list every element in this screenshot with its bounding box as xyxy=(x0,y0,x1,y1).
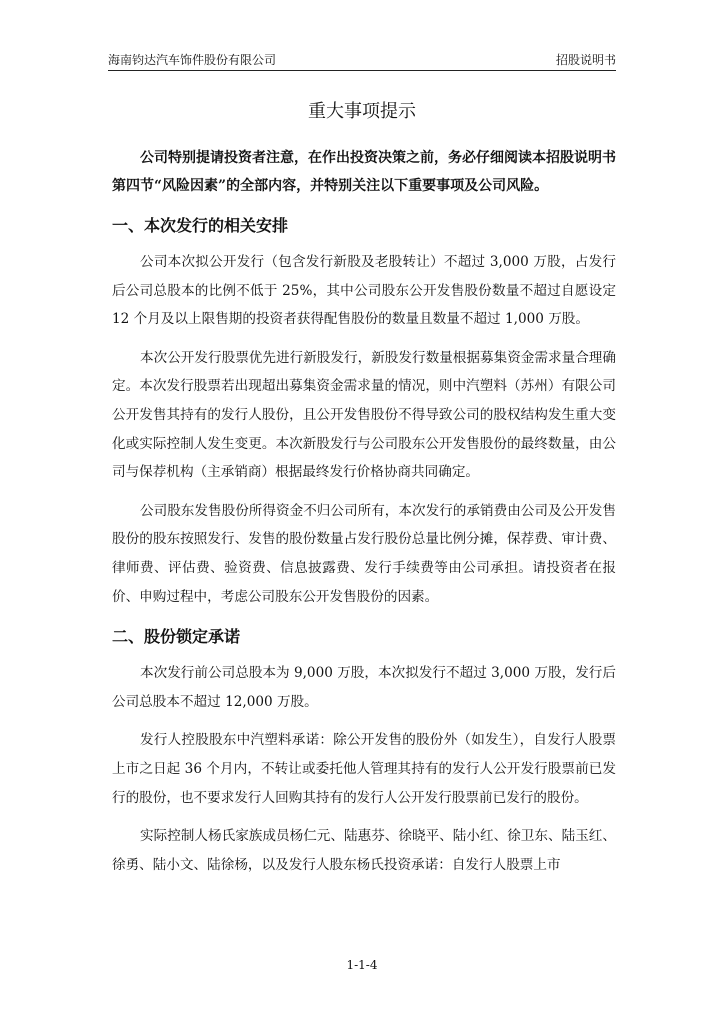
page-number: 1-1-4 xyxy=(346,958,378,972)
body-paragraph: 本次公开发行股票优先进行新股发行，新股发行数量根据募集资金需求量合理确定。本次发行股票若出现超出募集资金需求量的情况，则中汽塑料（苏州）有限公司公开发售其持有的发行人股份，且公开发售股份不得导致公司的股权结构发生重大变化或实际控制人发生变更。本次新股发行与公司股东公开发售股份的最终数量，由公司与保荐机构（主承销商）根据最终发行价格协商共同确定。 xyxy=(112,349,616,481)
document-body xyxy=(112,144,616,889)
page-title: 重大事项提示 xyxy=(308,101,416,122)
section-heading: 一、本次发行的相关安排 xyxy=(112,216,289,235)
body-paragraph: 本次发行前公司总股本为 9,000 万股，本次拟发行不超过 3,000 万股，发行后公司总股本不超过 12,000 万股。 xyxy=(112,665,616,710)
page-header xyxy=(108,48,616,68)
body-paragraph: 公司股东发售股份所得资金不归公司所有，本次发行的承销费由公司及公开发售股份的股东按照发行、发售的股份数量占发行股份总量比例分摊，保荐费、审计费、律师费、评估费、验资费、信息披露费、发行手续费等由公司承担。请投资者在报价、申购过程中，考虑公司股东公开发售股份的因素。 xyxy=(112,502,616,605)
body-paragraph: 实际控制人杨氏家族成员杨仁元、陆惠芬、徐晓平、陆小红、徐卫东、陆玉红、徐勇、陆小文、陆徐杨，以及发行人股东杨氏投资承诺：自发行人股票上市 xyxy=(112,828,616,873)
section-issuance-arrangements xyxy=(112,216,616,611)
header-document-type: 招股说明书 xyxy=(555,53,616,67)
header-divider xyxy=(108,70,616,71)
header-company-name: 海南钧达汽车饰件股份有限公司 xyxy=(108,53,277,67)
section-share-lockup xyxy=(112,627,616,879)
section-heading: 二、股份锁定承诺 xyxy=(112,627,241,647)
intro-paragraph: 公司特别提请投资者注意，在作出投资决策之前，务必仔细阅读本招股说明书第四节“风险因素”的全部内容，并特别关注以下重要事项及公司风险。 xyxy=(112,150,616,194)
body-paragraph: 发行人控股股东中汽塑料承诺：除公开发售的股份外（如发生），自发行人股票上市之日起 36 个月内，不转让或委托他人管理其持有的发行人公开发行股票前已发行的股份，也不要求发行人回购其持有的发行人公开发行股票前已发行的股份。 xyxy=(112,732,616,806)
body-paragraph: 公司本次拟公开发行（包含发行新股及老股转让）不超过 3,000 万股，占发行后公司总股本的比例不低于 25%，其中公司股东公开发售股份数量不超过自愿设定 12 个月及以上限售期的投资者获得配售股份的数量且数量不超过 1,000 万股。 xyxy=(112,254,616,328)
